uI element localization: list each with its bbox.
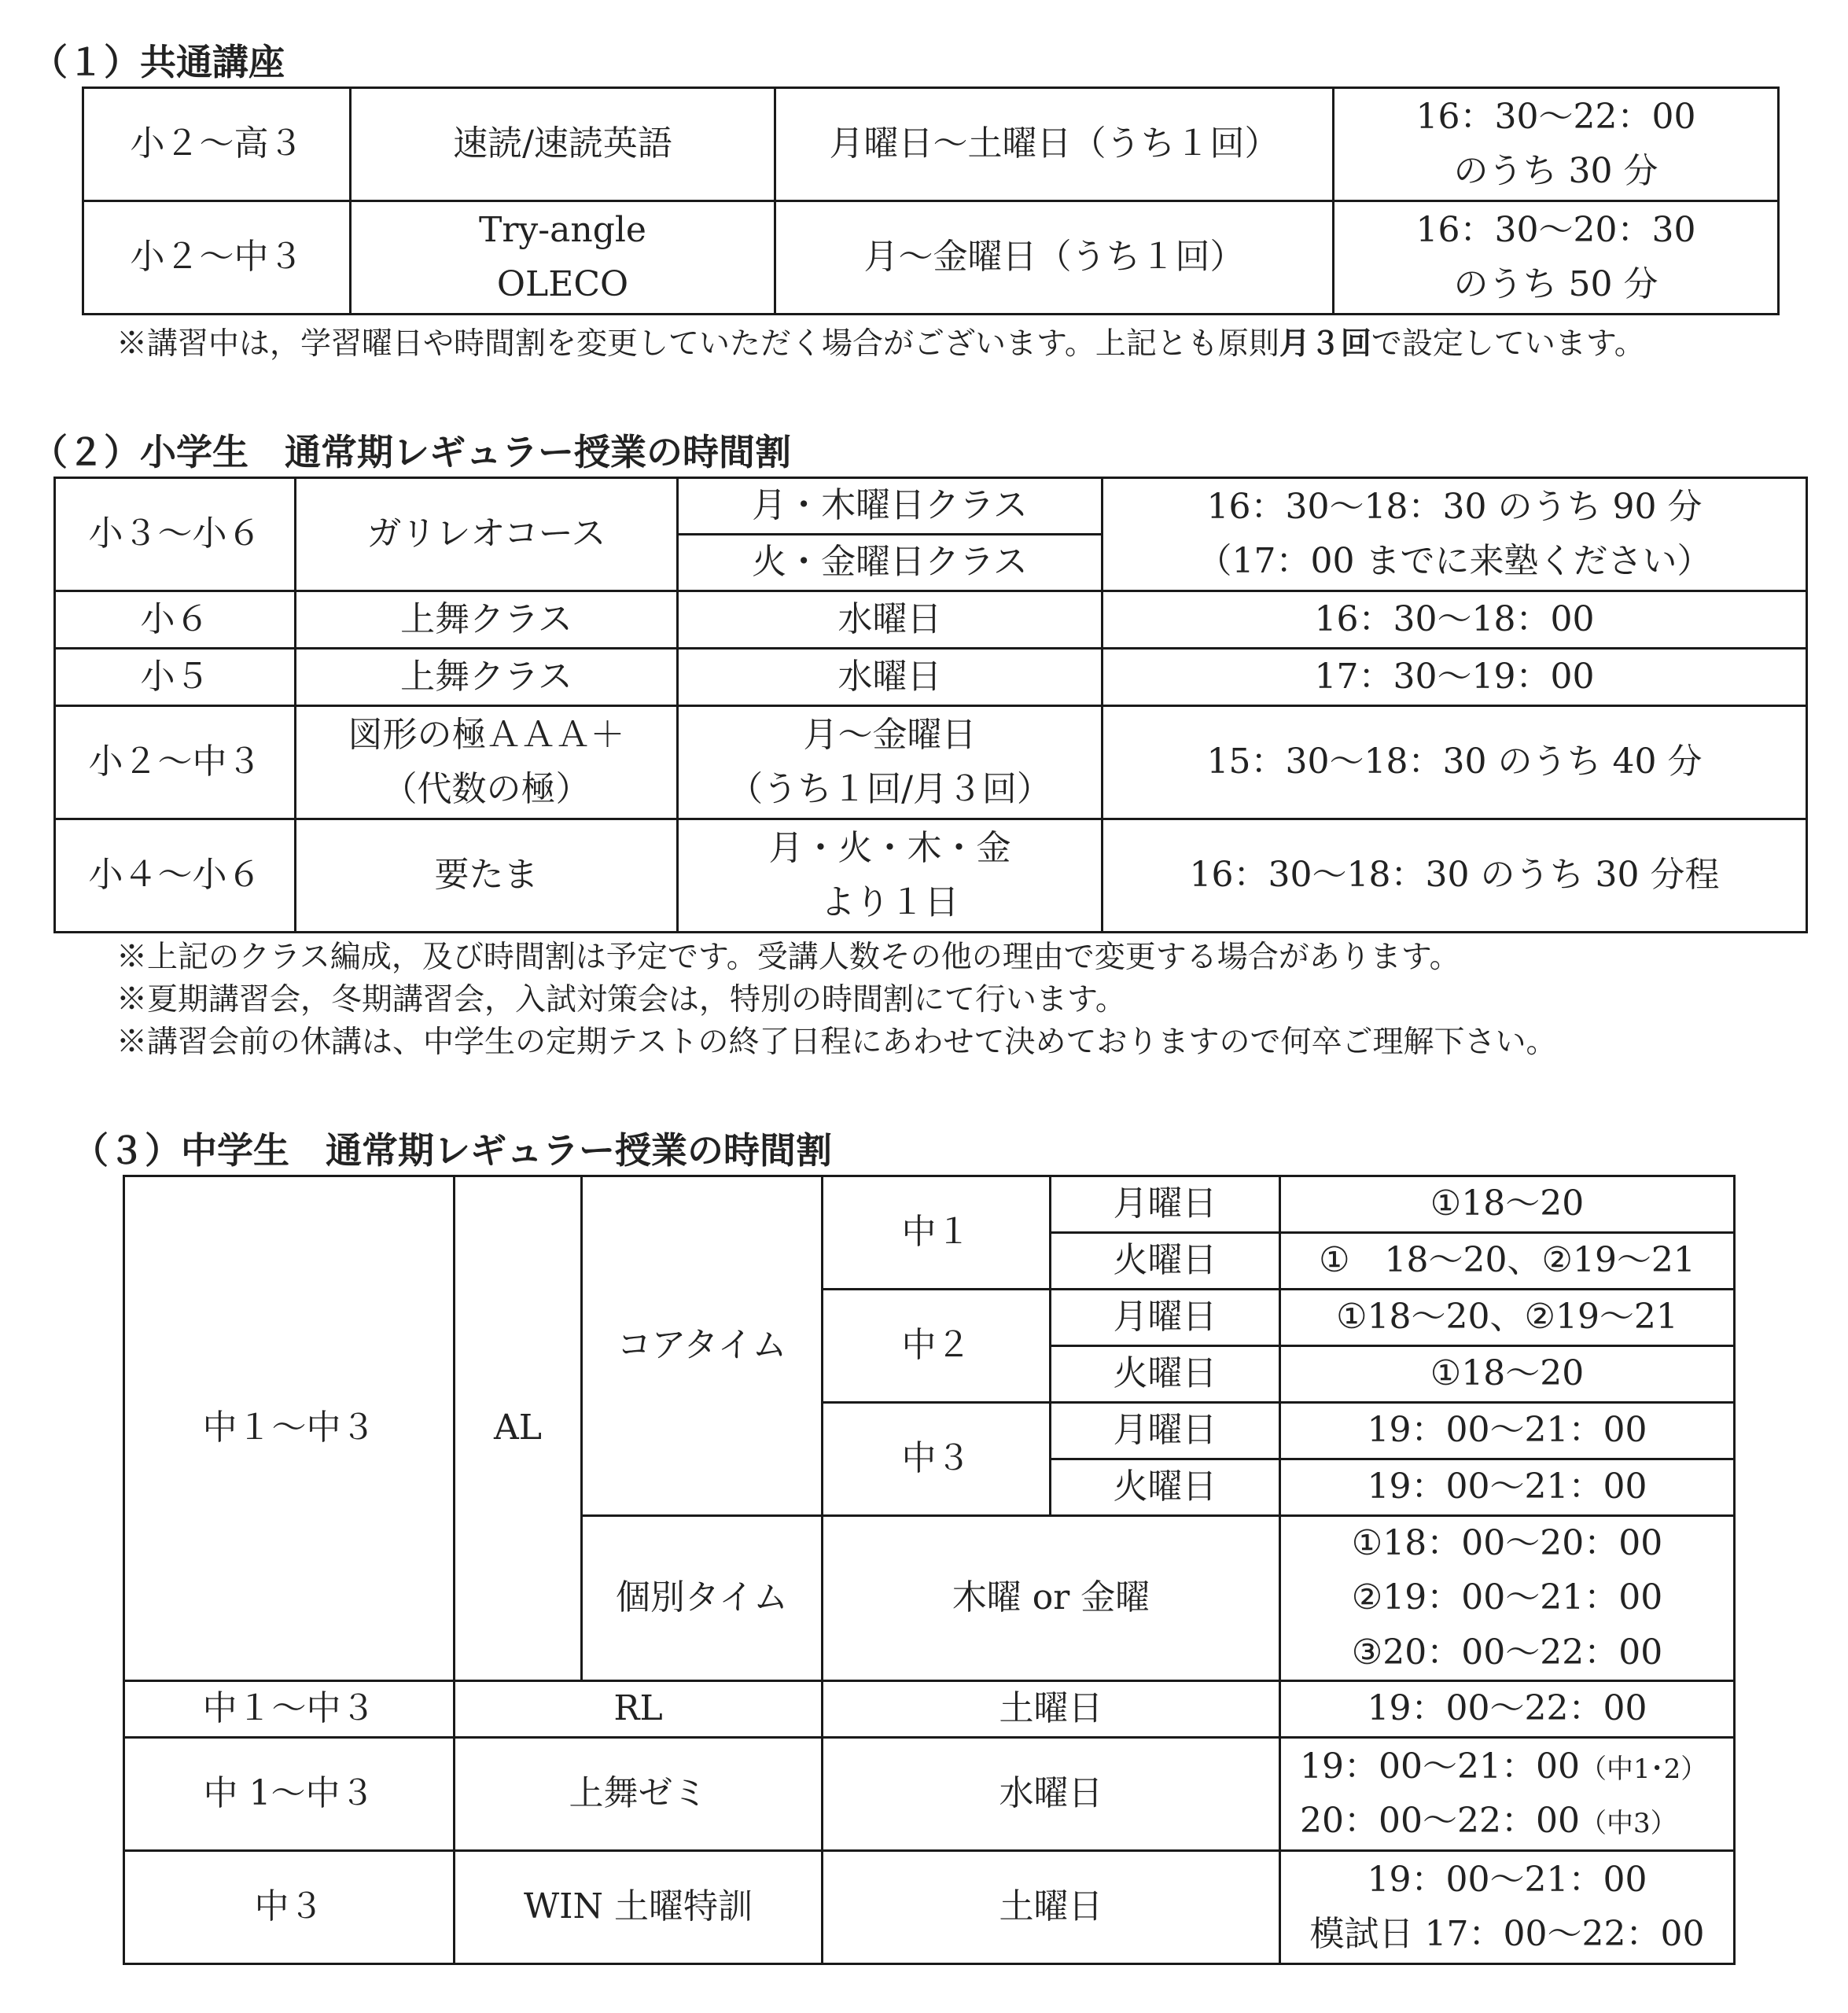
time-cell [1334, 88, 1779, 201]
course-cell: 上舞ゼミ [455, 1738, 823, 1851]
grade-cell: 中３ [124, 1851, 455, 1964]
table-row [55, 706, 1807, 819]
section2-note: ※講習会前の休講は、中学生の定期テストの終了日程にあわせて決めておりますので何卒ご理解下さい。 [116, 1025, 1557, 1060]
days-line: （うち１回/月３回） [728, 768, 1051, 809]
day-cell: 土曜日 [823, 1681, 1280, 1738]
section3-heading: （３）中学生 通常期レギュラー授業の時間割 [72, 1129, 832, 1172]
days-cell [678, 819, 1103, 933]
time-cell [1103, 478, 1807, 591]
table-row [83, 88, 1779, 201]
day-cell: 月曜日 [1051, 1290, 1280, 1346]
course-cell: 速読/速読英語 [351, 88, 775, 201]
day-cell: 月曜日 [1051, 1403, 1280, 1459]
time-line: 模試日 17：00～22：00 [1309, 1913, 1705, 1954]
time-cell [1334, 201, 1779, 315]
days-cell [678, 706, 1103, 819]
time-cell [1280, 1851, 1735, 1964]
course-cell: WIN 土曜特訓 [455, 1851, 823, 1964]
course-cell: 上舞クラス [296, 649, 678, 706]
days-cell: 火・金曜日クラス [678, 535, 1103, 591]
table-row [124, 1738, 1735, 1851]
note-text: ※講習中は，学習曜日や時間割を変更していただく場合がございます。上記とも原則 [116, 326, 1279, 362]
individual-time-cell: 個別タイム [582, 1516, 823, 1681]
time-cell: ③20：00～22：00 [1280, 1626, 1735, 1681]
time-line [1300, 1740, 1733, 1794]
elementary-timetable [53, 477, 1808, 933]
days-line: 月～金曜日 [803, 715, 977, 756]
grade-cell: 小２～高３ [83, 88, 351, 201]
note-text: で設定しています。 [1371, 326, 1645, 362]
course-line: （代数の極） [382, 768, 591, 809]
table-row [55, 649, 1807, 706]
grade-cell: 中１～中３ [124, 1681, 455, 1738]
course-cell [296, 706, 678, 819]
course-line: Try-angle [479, 210, 646, 251]
day-cell: 水曜日 [823, 1738, 1280, 1851]
grade-cell: 小５ [55, 649, 296, 706]
time-note: （中3） [1579, 1807, 1677, 1839]
section1-note [116, 326, 1645, 362]
grade-cell: 中１～中３ [124, 1176, 455, 1681]
grade-sub-cell: 中１ [823, 1176, 1051, 1290]
course-line: 図形の極ＡＡＡ＋ [348, 715, 625, 756]
course-cell: ガリレオコース [296, 478, 678, 591]
day-cell: 木曜 or 金曜 [823, 1516, 1280, 1681]
time-cell [1280, 1738, 1735, 1851]
day-cell: 土曜日 [823, 1851, 1280, 1964]
core-time-cell: コアタイム [582, 1176, 823, 1516]
time-cell: 16：30～18：00 [1103, 591, 1807, 649]
time-line: 16：30～18：30 のうち 90 分 [1206, 487, 1703, 528]
course-cell [351, 201, 775, 315]
time-line [1300, 1794, 1733, 1848]
table-row [55, 591, 1807, 649]
grade-cell: 小２～中３ [55, 706, 296, 819]
days-cell: 水曜日 [678, 591, 1103, 649]
grade-cell: 小６ [55, 591, 296, 649]
table-row [55, 478, 1807, 535]
time-cell: 19：00～22：00 [1280, 1681, 1735, 1738]
day-cell: 火曜日 [1051, 1346, 1280, 1403]
days-cell: 月・木曜日クラス [678, 478, 1103, 535]
time-note: （中1･2） [1579, 1754, 1708, 1786]
grade-cell: 中 1～中３ [124, 1738, 455, 1851]
time-line: のうち 30 分 [1453, 150, 1658, 191]
note-emphasis: 月３回 [1279, 326, 1371, 362]
grade-sub-cell: 中２ [823, 1290, 1051, 1403]
days-line: 月・火・木・金 [768, 828, 1011, 869]
table-row [124, 1681, 1735, 1738]
time-cell: ① 18～20、②19～21 [1280, 1233, 1735, 1290]
time-line: 16：30～22：00 [1415, 97, 1696, 138]
common-course-table [82, 86, 1780, 315]
junior-high-timetable [123, 1175, 1736, 1965]
time-line: 19：00～21：00 [1367, 1860, 1647, 1901]
course-cell: 上舞クラス [296, 591, 678, 649]
time-text: 20：00～22：00 [1300, 1800, 1580, 1841]
time-line: （17：00 までに来塾ください） [1197, 540, 1712, 581]
table-row [124, 1851, 1735, 1964]
time-cell: ②19：00～21：00 [1280, 1571, 1735, 1626]
section2-heading: （２）小学生 通常期レギュラー授業の時間割 [31, 431, 791, 473]
time-cell: ①18～20、②19～21 [1280, 1290, 1735, 1346]
course-cell: 要たま [296, 819, 678, 933]
time-line: 16：30～20：30 [1415, 210, 1696, 251]
days-line: より１日 [820, 881, 959, 922]
table-row [83, 201, 1779, 315]
time-line: のうち 50 分 [1453, 263, 1658, 304]
day-cell: 火曜日 [1051, 1233, 1280, 1290]
time-cell: 16：30～18：30 のうち 30 分程 [1103, 819, 1807, 933]
time-cell: ①18：00～20：00 [1280, 1516, 1735, 1571]
table-row [124, 1176, 1735, 1233]
table-row [55, 819, 1807, 933]
course-cell: RL [455, 1681, 823, 1738]
time-cell: 19：00～21：00 [1280, 1459, 1735, 1516]
time-cell: 17：30～19：00 [1103, 649, 1807, 706]
grade-cell: 小３～小６ [55, 478, 296, 591]
grade-cell: 小２～中３ [83, 201, 351, 315]
time-cell: ①18～20 [1280, 1346, 1735, 1403]
day-cell: 月曜日 [1051, 1176, 1280, 1233]
section1-heading: （１）共通講座 [31, 41, 285, 83]
days-cell: 水曜日 [678, 649, 1103, 706]
course-line: OLECO [496, 263, 629, 304]
day-cell: 火曜日 [1051, 1459, 1280, 1516]
grade-cell: 小４～小６ [55, 819, 296, 933]
time-cell: ①18～20 [1280, 1176, 1735, 1233]
course-cell-al: AL [455, 1176, 582, 1681]
time-text: 19：00～21：00 [1300, 1746, 1580, 1787]
time-cell: 19：00～21：00 [1280, 1403, 1735, 1459]
grade-sub-cell: 中３ [823, 1403, 1051, 1516]
time-cell: 15：30～18：30 のうち 40 分 [1103, 706, 1807, 819]
section2-note: ※上記のクラス編成，及び時間割は予定です。受講人数その他の理由で変更する場合があります。 [116, 940, 1460, 975]
days-cell: 月～金曜日（うち１回） [775, 201, 1334, 315]
days-cell: 月曜日～土曜日（うち１回） [775, 88, 1334, 201]
section2-note: ※夏期講習会，冬期講習会，入試対策会は，特別の時間割にて行います。 [116, 982, 1126, 1018]
